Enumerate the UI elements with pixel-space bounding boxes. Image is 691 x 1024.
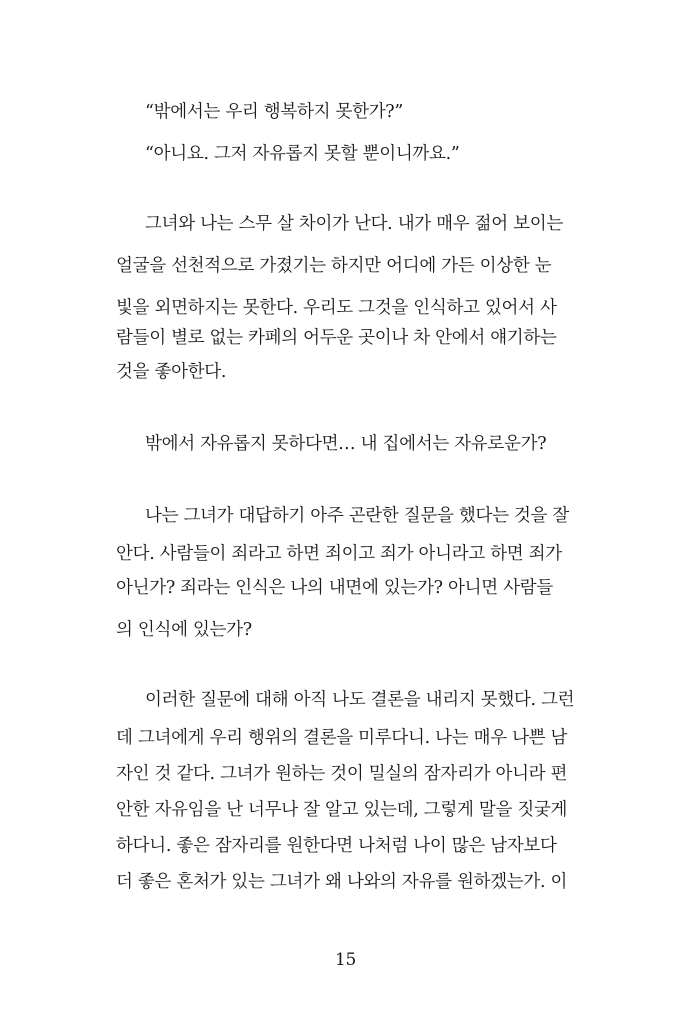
text-line: 빛을 외면하지는 못한다. 우리도 그것을 인식하고 있어서 사 <box>116 298 557 318</box>
text-line: 하다니. 좋은 잠자리를 원한다면 나처럼 나이 많은 남자보다 <box>116 836 557 856</box>
text-line: 밖에서 자유롭지 못하다면… 내 집에서는 자유로운가? <box>145 434 547 454</box>
dialogue-line-1: “밖에서는 우리 행복하지 못한가?” <box>145 102 404 122</box>
text-line: 것을 좋아한다. <box>116 362 227 382</box>
page-number: 15 <box>334 950 357 970</box>
text-line: 더 좋은 혼처가 있는 그녀가 왜 나와의 자유를 원하겠는가. 이 <box>116 872 568 892</box>
text-line: 안한 자유임을 난 너무나 잘 알고 있는데, 그렇게 말을 짓궂게 <box>116 800 568 820</box>
text-line: 자인 것 같다. 그녀가 원하는 것이 밀실의 잠자리가 아니라 편 <box>116 764 568 784</box>
text-line: 그녀와 나는 스무 살 차이가 난다. 내가 매우 젊어 보이는 <box>145 214 563 234</box>
text-line: 의 인식에 있는가? <box>116 620 252 640</box>
text-line: 람들이 별로 없는 카페의 어두운 곳이나 차 안에서 얘기하는 <box>116 328 557 348</box>
text-line: 안다. 사람들이 죄라고 하면 죄이고 죄가 아니라고 하면 죄가 <box>116 544 562 564</box>
text-line: 데 그녀에게 우리 행위의 결론을 미루다니. 나는 매우 나쁜 남 <box>116 728 568 748</box>
text-line: 나는 그녀가 대답하기 아주 곤란한 질문을 했다는 것을 잘 <box>145 506 570 526</box>
text-line: 아닌가? 죄라는 인식은 나의 내면에 있는가? 아니면 사람들 <box>116 578 553 598</box>
text-line: 이러한 질문에 대해 아직 나도 결론을 내리지 못했다. 그런 <box>145 690 575 710</box>
text-line: 얼굴을 선천적으로 가졌기는 하지만 어디에 가든 이상한 눈 <box>116 256 552 276</box>
dialogue-line-2: “아니요. 그저 자유롭지 못할 뿐이니까요.” <box>145 144 460 164</box>
